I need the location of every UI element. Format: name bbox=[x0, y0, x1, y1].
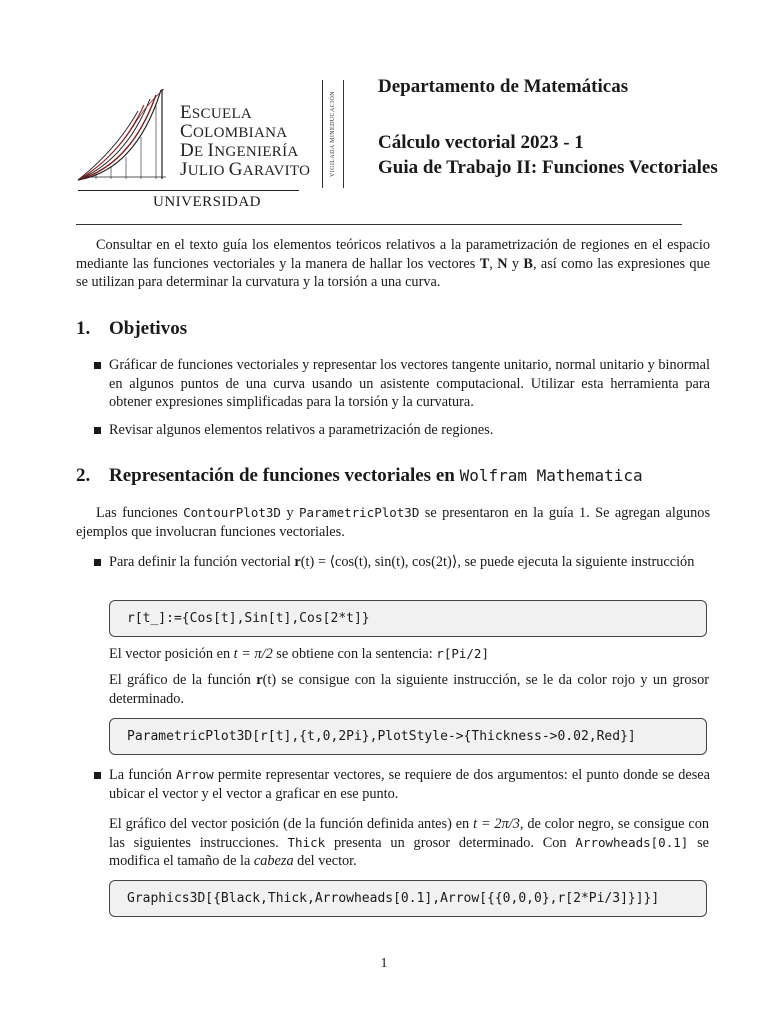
list-item: Para definir la función vectorial r(t) = ⟨cos(t), sin(t), cos(2t)⟩, se puede ejecuta la siguiente instrucción bbox=[94, 553, 710, 572]
course-title: Cálculo vectorial 2023 - 1 bbox=[378, 132, 584, 153]
section-2-heading: 2. Representación de funciones vectoriales en Wolfram Mathematica bbox=[76, 465, 643, 486]
section-1-heading: 1. Objetivos bbox=[76, 318, 188, 339]
list-item: La función Arrow permite representar vectores, se requiere de dos argumentos: el punto donde se desea ubicar el vector y el vector a graficar en ese punto. bbox=[94, 766, 710, 803]
page-number: 1 bbox=[380, 956, 388, 971]
guide-title: Guia de Trabajo II: Funciones Vectoriales bbox=[378, 157, 718, 178]
code-block: ParametricPlot3D[r[t],{t,0,2Pi},PlotStyle->{Thickness->0.02,Red}] bbox=[109, 718, 707, 755]
section-2-intro: Las funciones ContourPlot3D y ParametricPlot3D se presentaron en la guía 1. Se agregan algunos ejemplos que involucran funciones vectoriales. bbox=[76, 505, 711, 540]
code-block: Graphics3D[{Black,Thick,Arrowheads[0.1],Arrow[{{0,0,0},r[2*Pi/3]}]}] bbox=[109, 880, 707, 917]
vertical-rule-right bbox=[343, 80, 344, 188]
university-name: ESCUELA COLOMBIANA DE INGENIERÍA JULIO GARAVITO bbox=[180, 102, 311, 180]
bullet-square-icon bbox=[94, 559, 101, 566]
list-item: Revisar algunos elementos relativos a parametrización de regiones. bbox=[94, 421, 710, 440]
code-block: r[t_]:={Cos[t],Sin[t],Cos[2*t]} bbox=[109, 600, 707, 637]
vigilada-label: VIGILADA MINEDUCACIÓN bbox=[330, 91, 336, 177]
list-item: Gráficar de funciones vectoriales y representar los vectores tangente unitario, normal unitario y binormal en algunos puntos de una curva usando un asistente computacional. Utilizar esta herramienta para obtener expresiones simplificadas para la torsión y la curvatura. bbox=[94, 356, 710, 412]
header-divider bbox=[76, 224, 682, 225]
logo-divider bbox=[78, 190, 299, 191]
bullet-square-icon bbox=[94, 772, 101, 779]
university-label: UNIVERSIDAD bbox=[153, 194, 261, 210]
intro-paragraph: Consultar en el texto guía los elementos teóricos relativos a la parametrización de regiones en el espacio mediante las funciones vectoriales y la manera de hallar los vectores T, N y B, así como las expresiones que se utilizan para determinar la curvatura y la torsión a una curva. bbox=[76, 237, 711, 290]
graph-paragraph: El gráfico de la función r(t) se consigue con la siguiente instrucción, se le da color rojo y un grosor determinado. bbox=[109, 672, 709, 707]
bullet-square-icon bbox=[94, 362, 101, 369]
arrow-vector-paragraph: El gráfico del vector posición (de la función definida antes) en t = 2π/3, de color negro, se consigue con las siguientes instrucciones. Thick presenta un grosor determinado. Con Arrowheads[0.1] se modifica el tamaño de la cabeza del vector. bbox=[109, 816, 710, 869]
department-title: Departamento de Matemáticas bbox=[378, 76, 629, 97]
bullet-square-icon bbox=[94, 427, 101, 434]
position-vector-paragraph: El vector posición en t = π/2 se obtiene con la sentencia: r[Pi/2] bbox=[109, 646, 489, 662]
university-logo-icon bbox=[76, 85, 176, 185]
vertical-rule-left bbox=[322, 80, 323, 188]
